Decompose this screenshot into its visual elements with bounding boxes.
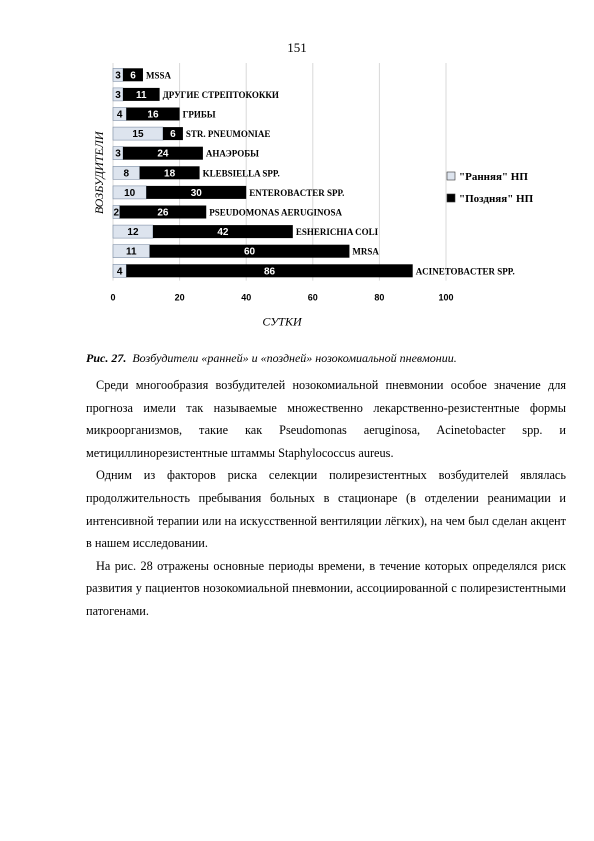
data-label-late: 18	[164, 168, 176, 180]
data-label-early: 12	[127, 227, 139, 239]
x-tick-label: 80	[374, 292, 385, 303]
figure-caption	[86, 351, 566, 366]
data-label-early: 3	[115, 148, 121, 160]
x-tick-label: 40	[241, 292, 252, 303]
data-label-late: 86	[263, 266, 276, 278]
category-label: STR. PNEUMONIAE	[185, 129, 271, 140]
data-label-early: 3	[115, 70, 121, 82]
data-label-late: 24	[157, 148, 169, 160]
legend-swatch-late	[447, 194, 455, 202]
data-label-early: 3	[115, 89, 121, 101]
data-label-late: 60	[243, 246, 256, 258]
chart-legend	[447, 171, 534, 205]
category-label: ENTEROBACTER SPP.	[249, 187, 345, 198]
x-tick-label: 100	[438, 292, 454, 303]
legend-swatch-early	[447, 172, 455, 180]
category-label: KLEBSIELLA SPP.	[202, 168, 280, 179]
category-label: ГРИБЫ	[182, 109, 216, 120]
data-label-late: 42	[217, 227, 229, 239]
data-label-early: 4	[116, 109, 123, 121]
x-axis-title: СУТКИ	[262, 314, 302, 329]
data-label-late: 30	[190, 187, 202, 199]
legend-label-early: "Ранняя" НП	[459, 171, 528, 183]
paragraph: На рис. 28 отражены основные периоды времени, в течение которых определялся риск развития у пациентов нозокомиальной пневмонии, ассоциированной с полирезистентными патогенами.	[86, 558, 566, 618]
data-label-late: 16	[147, 109, 159, 121]
category-label: MRSA	[352, 246, 379, 257]
x-tick-label: 60	[307, 292, 318, 303]
category-label: ESHERICHIA COLI	[295, 227, 379, 238]
caption-label: Рис. 27.	[86, 351, 127, 365]
data-label-late: 6	[130, 70, 136, 82]
x-axis-ticks	[110, 293, 453, 303]
data-label-early: 15	[132, 129, 144, 141]
x-tick-label: 20	[174, 292, 185, 303]
bar-chart	[0, 60, 594, 340]
data-label-early: 11	[126, 246, 137, 258]
data-label-early: 10	[124, 187, 136, 199]
body-text	[86, 374, 566, 623]
page-number: 151	[287, 40, 307, 55]
category-label: PSEUDOMONAS AERUGINOSA	[209, 207, 343, 218]
category-label: ДРУГИЕ СТРЕПТОКОККИ	[162, 89, 279, 100]
category-label: MSSA	[145, 70, 171, 81]
data-label-late: 26	[157, 207, 169, 219]
paragraph: Одним из факторов риска селекции полирезистентных возбудителей являлась продолжительность пребывания больных в стационаре (в отделении реанимации и интенсивной терапии или на искусственной вентиляции лёгких), на чем был сделан акцент в нашем исследовании.	[86, 468, 566, 551]
paragraph: Среди многообразия возбудителей нозокомиальной пневмонии особое значение для прогноза имели так называемые множественно лекарственно-резистентные формы микроорганизмов, такие как Pseudomonas aeruginosa, Acinetobacter spp. и метициллинорезистентные штаммы Staphylococcus aureus.	[86, 378, 566, 460]
legend-label-late: "Поздняя" НП	[459, 193, 534, 205]
data-label-late: 11	[136, 89, 147, 101]
data-label-late: 6	[170, 129, 176, 141]
y-axis-title: ВОЗБУДИТЕЛИ	[92, 131, 106, 215]
data-label-early: 2	[113, 207, 120, 219]
x-tick-label: 0	[110, 292, 116, 303]
caption-text: Возбудители «ранней» и «поздней» нозокомиальной пневмонии.	[132, 351, 457, 365]
category-label: ACINETOBACTER SPP.	[415, 266, 515, 277]
data-label-early: 8	[123, 168, 130, 180]
data-label-early: 4	[116, 266, 123, 278]
category-label: АНАЭРОБЫ	[205, 148, 260, 159]
